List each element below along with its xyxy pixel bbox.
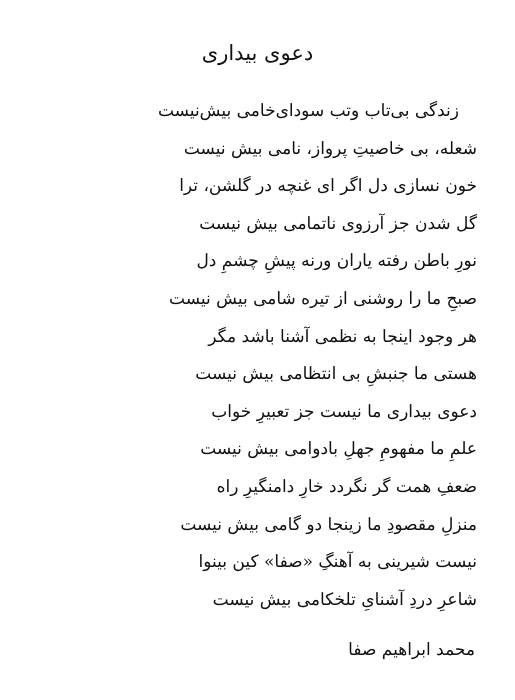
- verse-line: زندگی بی‌تاب وتب سودای‌خامی بیش‌نیست: [157, 101, 459, 121]
- verse-line: خون نسازی دل اگر ای غنچه در گلشن، ترا: [179, 176, 477, 197]
- verse-line: صبحِ ما را روشنی از تیره شامی بیش نیست: [169, 288, 477, 309]
- verse-line: هر وجود اینجا به نظمی آشنا باشد مگر: [208, 326, 477, 347]
- verse-line: شعله، بی خاصیتِ پرواز، نامی بیش نیست: [183, 138, 477, 159]
- verse-line: دعوی بیداری ما نیست جز تعبیرِ خواب: [211, 401, 477, 422]
- verse-line: نیست شیرینی به آهنگِ «صفا» کین بینوا: [198, 552, 477, 573]
- verse-line: نورِ باطن رفته یاران ورنه پیشِ چشمِ دل: [196, 251, 477, 272]
- verse-line: ضعفِ همت گر نگردد خارِ دامنگیرِ راه: [216, 476, 477, 497]
- poet-signature: محمد ابراهیم صفا: [348, 640, 475, 660]
- verse-line: هستی ما جنبشِ بی انتظامی بیش نیست: [195, 364, 477, 385]
- verse-line: گل شدن جز آرزوی ناتمامی بیش نیست: [199, 213, 477, 234]
- poem-title: دعوی بیداری: [201, 41, 314, 65]
- poem-body: [0, 93, 515, 619]
- verse-line: منزلِ مقصودِ ما زینجا دو گامی بیش نیست: [180, 514, 477, 535]
- verse-line: شاعرِ دردِ آشنایِ تلخکامی بیش نیست: [212, 589, 477, 610]
- verse-line: علمِ ما مفهومِ جهلِ بادوامی بیش نیست: [200, 439, 477, 460]
